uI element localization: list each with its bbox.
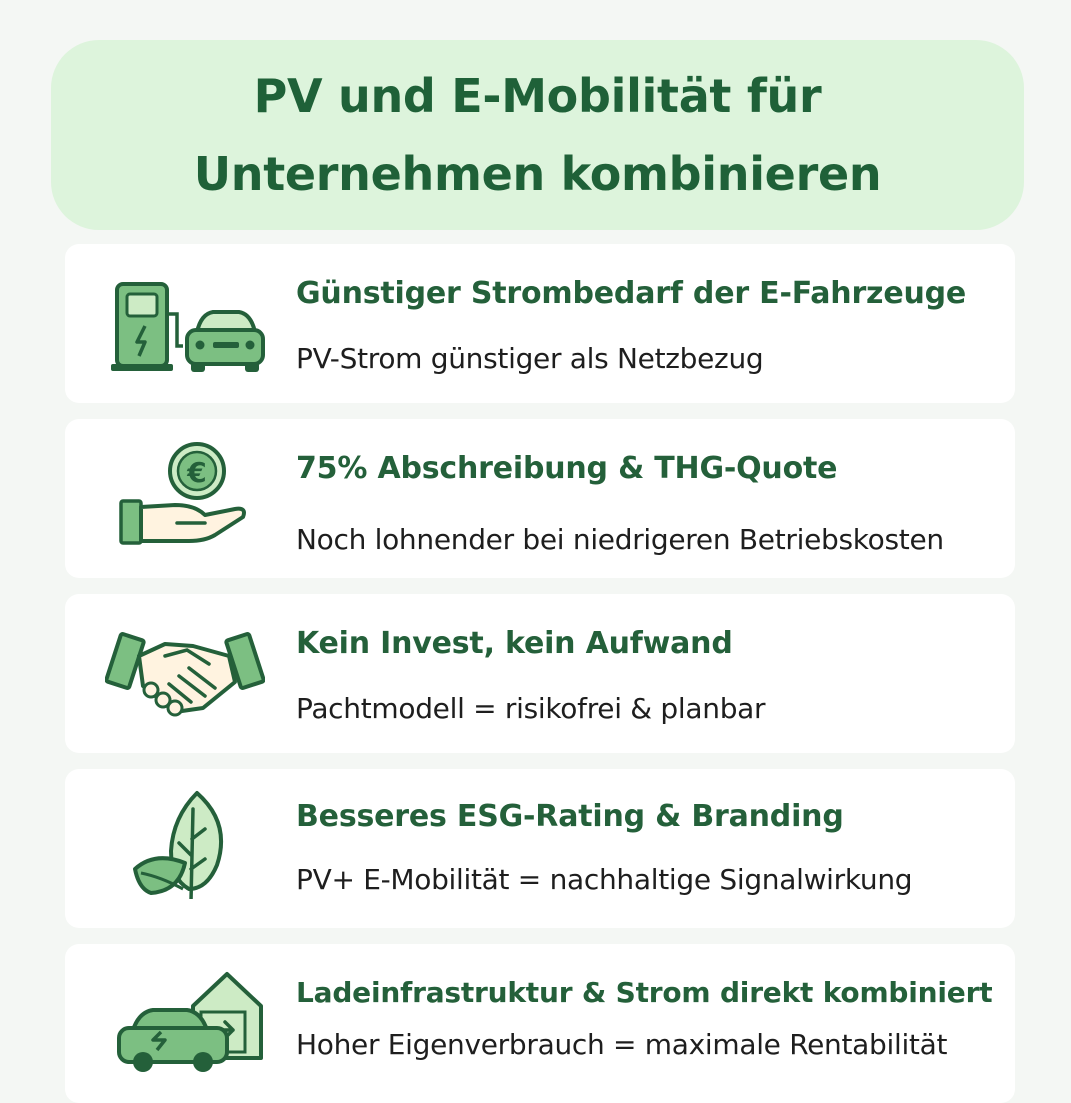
feature-title: 75% Abschreibung & THG-Quote (296, 451, 838, 486)
feature-description: Hoher Eigenverbrauch = maximale Rentabilität (296, 1028, 948, 1061)
car-house-arrow-icon (105, 966, 265, 1076)
feature-title: Besseres ESG-Rating & Branding (296, 799, 844, 834)
svg-text:€: € (187, 456, 207, 489)
feature-description: PV-Strom günstiger als Netzbezug (296, 342, 764, 375)
feature-title: Kein Invest, kein Aufwand (296, 626, 733, 661)
page-header (51, 40, 1024, 230)
feature-description: Noch lohnender bei niedrigeren Betriebskosten (296, 523, 944, 556)
euro-coin-hand-icon (105, 441, 265, 551)
feature-card-ladeinfrastruktur (65, 944, 1015, 1103)
ev-charging-station-car-icon (105, 270, 265, 380)
feature-description: Pachtmodell = risikofrei & planbar (296, 692, 766, 725)
handshake-icon (105, 616, 265, 726)
feature-title: Günstiger Strombedarf der E-Fahrzeuge (296, 276, 967, 311)
feature-card-esg (65, 769, 1015, 928)
feature-card-strombedarf (65, 244, 1015, 403)
leaves-icon (105, 789, 265, 899)
feature-card-abschreibung (65, 419, 1015, 578)
feature-card-invest (65, 594, 1015, 753)
page-title-line-1: PV und E-Mobilität für (253, 69, 822, 123)
feature-description: PV+ E-Mobilität = nachhaltige Signalwirkung (296, 863, 913, 896)
page-title-line-2: Unternehmen kombinieren (193, 147, 882, 201)
feature-title: Ladeinfrastruktur & Strom direkt kombiniert (296, 976, 993, 1009)
